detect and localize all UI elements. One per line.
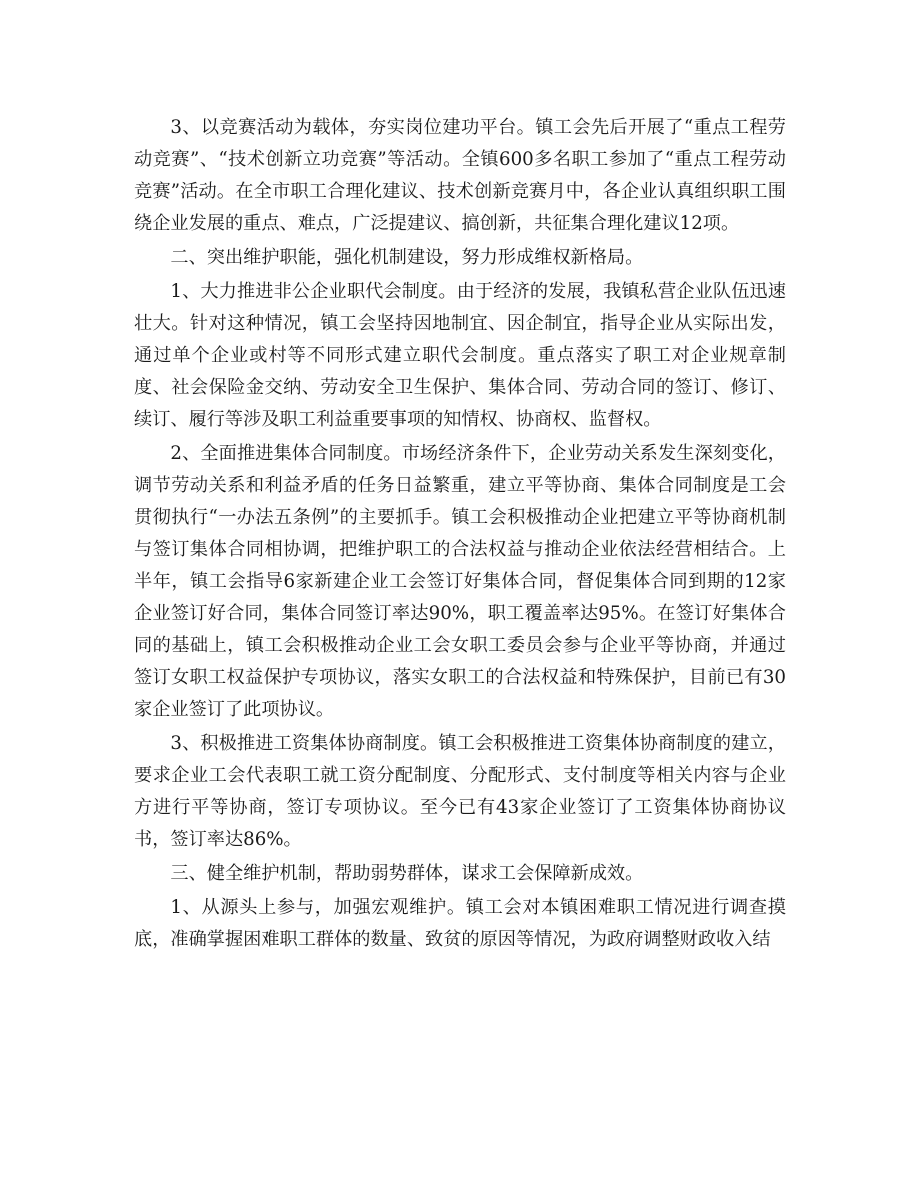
section-heading-protection-mechanism: 三、健全维护机制，帮助弱势群体，谋求工会保障新成效。 [170,863,644,884]
paragraph-workers-congress: 1、大力推进非公企业职代会制度。由于经济的发展，我镇私营企业队伍迅速壮大。针对这种情况，镇工会坚持因地制宜、因企制宜，指导企业从实际出发，通过单个企业或村等不同形式建立职代会制度。重点落实了职工对企业规章制度、社会保险金交纳、劳动安全卫生保护、集体合同、劳动合同的签订、修订、续订、履行等涉及职工利益重要事项的知情权、协商权、监督权。 [134,281,786,430]
paragraph-source-participation: 1、从源头上参与，加强宏观维护。镇工会对本镇困难职工情况进行调查摸底，准确掌握困难职工群体的数量、致贫的原因等情况，为政府调整财政收入结 [134,897,786,950]
paragraph-collective-contract: 2、全面推进集体合同制度。市场经济条件下，企业劳动关系发生深刻变化，调节劳动关系和利益矛盾的任务日益繁重，建立平等协商、集体合同制度是工会贯彻执行“一办法五条例”的主要抓手。镇工会积极推动企业把建立平等协商机制与签订集体合同相协调，把维护职工的合法权益与推动企业依法经营相结合。上半年，镇工会指导6家新建企业工会签订好集体合同，督促集体合同到期的12家企业签订好合同，集体合同签订率达90%，职工覆盖率达95%。在签订好集体合同的基础上，镇工会积极推动企业工会女职工委员会参与企业平等协商，并通过签订女职工权益保护专项协议，落实女职工的合法权益和特殊保护，目前已有30家企业签订了此项协议。 [134,443,786,720]
paragraph-wage-negotiation: 3、积极推进工资集体协商制度。镇工会积极推进工资集体协商制度的建立，要求企业工会代表职工就工资分配制度、分配形式、支付制度等相关内容与企业方进行平等协商，签订专项协议。至今已有43家企业签订了工资集体协商协议书，签订率达86%。 [134,733,786,850]
document-body [134,112,786,956]
paragraph-competition-activities: 3、以竞赛活动为载体，夯实岗位建功平台。镇工会先后开展了“重点工程劳动竞赛”、“技术创新立功竞赛”等活动。全镇600多名职工参加了“重点工程劳动竞赛”活动。在全市职工合理化建议、技术创新竞赛月中，各企业认真组织职工围绕企业发展的重点、难点，广泛提建议、搞创新，共征集合理化建议12项。 [134,117,786,234]
section-heading-rights-protection: 二、突出维护职能，强化机制建设，努力形成维权新格局。 [170,247,644,268]
